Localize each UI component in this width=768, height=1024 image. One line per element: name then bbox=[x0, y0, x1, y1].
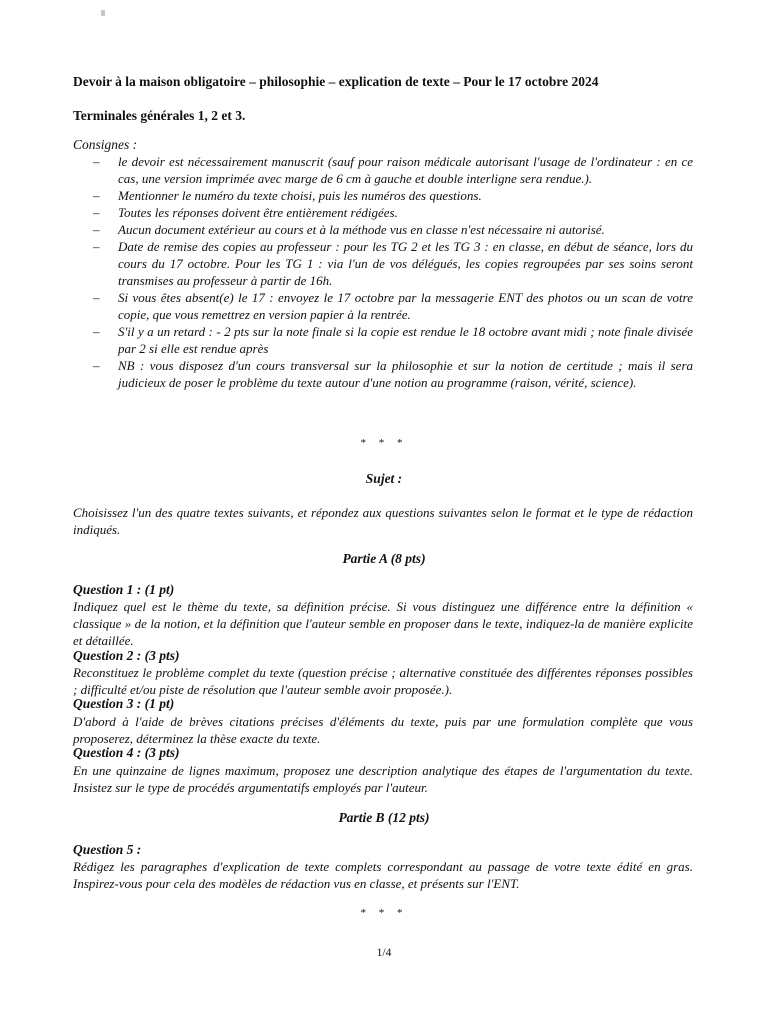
list-item bbox=[93, 238, 693, 289]
list-item bbox=[93, 204, 693, 221]
document-title: Devoir à la maison obligatoire – philosophie – explication de texte – Pour le 17 octobre 2024 bbox=[73, 74, 599, 89]
question-2-text: Reconstituez le problème complet du texte (question précise ; alternative constituée des différentes réponses possibles ; difficulté et/ou piste de résolution que l'auteur semble avoir proposée.). bbox=[73, 665, 693, 697]
consigne-text: le devoir est nécessairement manuscrit (sauf pour raison médicale autorisant l'usage de l'ordinateur : en ce cas, une version imprimée avec marge de 6 cm à gauche et double interligne sera rendue.). bbox=[118, 154, 693, 186]
page-number: 1/4 bbox=[376, 947, 392, 959]
consigne-text: Si vous êtes absent(e) le 17 : envoyez le 17 octobre par la messagerie ENT des photos ou un scan de votre copie, que vous remettrez en version papier à la rentrée. bbox=[118, 290, 693, 322]
list-item bbox=[93, 187, 693, 204]
question-3-text: D'abord à l'aide de brèves citations précises d'éléments du texte, puis par une formulation complète que vous proposerez, déterminez la thèse exacte du texte. bbox=[73, 714, 693, 746]
dash-bullet: – bbox=[93, 222, 100, 237]
consigne-text: Date de remise des copies au professeur : pour les TG 2 et les TG 3 : en classe, en début de séance, lors du cours du 17 octobre. Pour les TG 1 : via l'un de vos délégués, les copies regroupées par ses soins seront transmises au professeur à partir de 16h. bbox=[118, 239, 693, 288]
question-3-title: Question 3 : (1 pt) bbox=[73, 696, 175, 711]
dash-bullet: – bbox=[93, 290, 100, 305]
consigne-text: Aucun document extérieur au cours et à la méthode vus en classe n'est nécessaire ni autorisé. bbox=[118, 222, 605, 237]
scan-mark bbox=[101, 10, 105, 16]
dash-bullet: – bbox=[93, 324, 100, 339]
consigne-text: Mentionner le numéro du texte choisi, puis les numéros des questions. bbox=[118, 188, 482, 203]
consignes-list bbox=[93, 153, 693, 391]
question-5-text: Rédigez les paragraphes d'explication de texte complets correspondant au passage de votre texte édité en gras. Inspirez-vous pour cela des modèles de rédaction vus en classe, et présents sur l'ENT. bbox=[73, 859, 693, 891]
dash-bullet: – bbox=[93, 358, 100, 373]
partie-a-heading: Partie A (8 pts) bbox=[342, 551, 426, 566]
question-4-title: Question 4 : (3 pts) bbox=[73, 745, 180, 760]
list-item bbox=[93, 289, 693, 323]
list-item bbox=[93, 323, 693, 357]
dash-bullet: – bbox=[93, 239, 100, 254]
question-1-text: Indiquez quel est le thème du texte, sa définition précise. Si vous distinguez une différence entre la définition « classique » de la notion, et la définition que l'auteur semble en proposer dans le texte, indiquez-la de manière explicite et détaillée. bbox=[73, 599, 693, 648]
consignes-label: Consignes : bbox=[73, 137, 138, 152]
consigne-text: S'il y a un retard : - 2 pts sur la note finale si la copie est rendue le 18 octobre avant midi ; note finale divisée par 2 si elle est rendue après bbox=[118, 324, 693, 356]
dash-bullet: – bbox=[93, 205, 100, 220]
sujet-intro: Choisissez l'un des quatre textes suivants, et répondez aux questions suivantes selon le format et le type de rédaction indiqués. bbox=[73, 505, 693, 537]
separator-stars: * * * bbox=[360, 437, 408, 449]
list-item bbox=[93, 153, 693, 187]
question-5-title: Question 5 : bbox=[73, 842, 142, 857]
partie-b-heading: Partie B (12 pts) bbox=[338, 810, 430, 825]
dash-bullet: – bbox=[93, 188, 100, 203]
separator-stars: * * * bbox=[360, 907, 408, 919]
question-4-text: En une quinzaine de lignes maximum, proposez une description analytique des étapes de l'argumentation du texte. Insistez sur le type de procédés argumentatifs employés par l'auteur. bbox=[73, 763, 693, 795]
consigne-text: Toutes les réponses doivent être entièrement rédigées. bbox=[118, 205, 398, 220]
list-item bbox=[93, 357, 693, 391]
dash-bullet: – bbox=[93, 154, 100, 169]
sujet-heading: Sujet : bbox=[365, 471, 403, 486]
question-2-title: Question 2 : (3 pts) bbox=[73, 648, 180, 663]
document-subtitle: Terminales générales 1, 2 et 3. bbox=[73, 108, 246, 123]
list-item bbox=[93, 221, 693, 238]
consigne-text: NB : vous disposez d'un cours transversal sur la philosophie et sur la notion de certitude ; mais il sera judicieux de poser le problème du texte autour d'une notion au programme (raison, vérité, science). bbox=[118, 358, 693, 390]
question-1-title: Question 1 : (1 pt) bbox=[73, 582, 175, 597]
